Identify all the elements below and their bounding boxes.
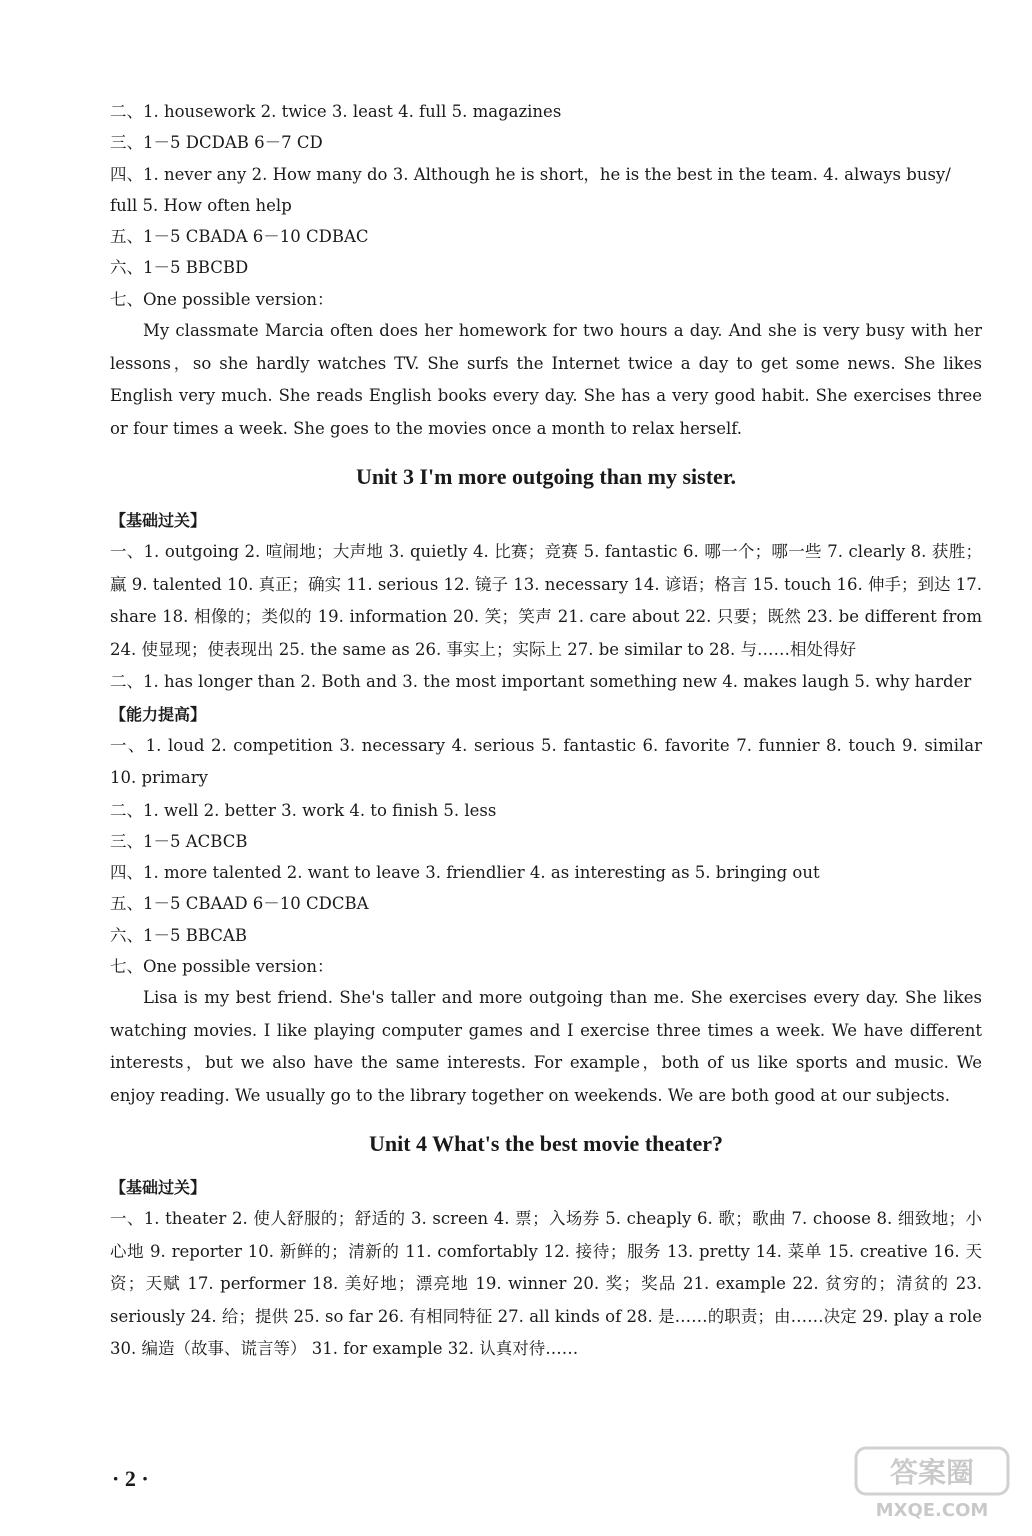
section-label-basic: 【基础过关】	[110, 511, 207, 531]
answer-paragraph: 二、1. has longer than 2. Both and 3. the most important something new 4. makes laugh 5. why harder	[110, 672, 972, 692]
answer-line: 七、One possible version：	[110, 289, 334, 309]
answer-line: 五、1－5 CBAAD 6－10 CDCBA	[110, 894, 369, 914]
answer-paragraph: 一、1. theater 2. 使人舒服的；舒适的 3. screen 4. 票；入场券 5. cheaply 6. 歌；歌曲 7. choose 8. 细致地；小心地 9. reporter 10. 新鲜的；清新的 11. comfortably 12. 接待；服务 13. pretty 14. 菜单 15. creative 16. 天资；天赋 17. performer 18. 美好地；漂亮地 19. winner 20. 奖；奖品 21. example 22. 贫穷的；清贫的 23. seriously 24. 给；提供 25. so far 26. 有相同特征 27. all kinds of 28. 是……的职责；由……决定 29. play a role 30. 编造（故事、谎言等） 31. for example 32. 认真对待……	[110, 1209, 982, 1359]
answer-paragraph: 一、1. loud 2. competition 3. necessary 4. serious 5. fantastic 6. favorite 7. funnier 8. touch 9. similar 10. primary	[110, 735, 982, 788]
watermark-logo-icon	[852, 1444, 1012, 1524]
answer-line: 六、1－5 BBCBD	[110, 258, 249, 278]
answer-line: 三、1－5 DCDAB 6－7 CD	[110, 133, 323, 153]
answer-line: 七、One possible version：	[110, 957, 334, 977]
answer-page	[110, 96, 982, 1366]
answer-line: 三、1－5 ACBCB	[110, 831, 248, 851]
unit-4-title: Unit 4 What's the best movie theater?	[369, 1131, 723, 1157]
section-label-basic: 【基础过关】	[110, 1178, 207, 1198]
sample-essay: My classmate Marcia often does her homework for two hours a day. And she is very busy with her lessons，so she hardly watches TV. She surfs the Internet twice a day to get some news. She likes English very much. She reads English books every day. She has a very good habit. She exercises three or four times a week. She goes to the movies once a month to relax herself.	[110, 321, 982, 438]
svg-text:MXQE.COM: MXQE.COM	[875, 1500, 989, 1521]
answer-line: full 5. How often help	[110, 195, 292, 215]
unit-3-title: Unit 3 I'm more outgoing than my sister.	[355, 464, 737, 490]
section-label-ability: 【能力提高】	[110, 704, 207, 724]
answer-line: 二、1. housework 2. twice 3. least 4. full 5. magazines	[110, 102, 562, 121]
answer-line: 六、1－5 BBCAB	[110, 925, 247, 945]
answer-line: 二、1. well 2. better 3. work 4. to finish 5. less	[110, 800, 497, 820]
sample-essay: Lisa is my best friend. She's taller and more outgoing than me. She exercises every day. She likes watching movies. I like playing computer games and I exercise three times a week. We have different interests，but we also have the same interests. For example，both of us like sports and music. We enjoy reading. We usually go to the library together on weekends. We are both good at our subjects.	[110, 988, 982, 1105]
svg-text:答案圈: 答案圈	[889, 1456, 975, 1489]
answer-line: 五、1－5 CBADA 6－10 CDBAC	[110, 227, 369, 247]
answer-line: 四、1. never any 2. How many do 3. Although he is short，he is the best in the team. 4. always busy/	[110, 164, 951, 184]
answer-line: 四、1. more talented 2. want to leave 3. friendlier 4. as interesting as 5. bringing out	[110, 863, 820, 883]
page-number: · 2 ·	[112, 1466, 149, 1491]
answer-paragraph: 一、1. outgoing 2. 喧闹地；大声地 3. quietly 4. 比赛；竞赛 5. fantastic 6. 哪一个；哪一些 7. clearly 8. 获胜；赢 9. talented 10. 真正；确实 11. serious 12. 镜子 13. necessary 14. 谚语；格言 15. touch 16. 伸手；到达 17. share 18. 相像的；类似的 19. information 20. 笑；笑声 21. care about 22. 只要；既然 23. be different from 24. 使显现；使表现出 25. the same as 26. 事实上；实际上 27. be similar to 28. 与……相处得好	[110, 542, 982, 659]
